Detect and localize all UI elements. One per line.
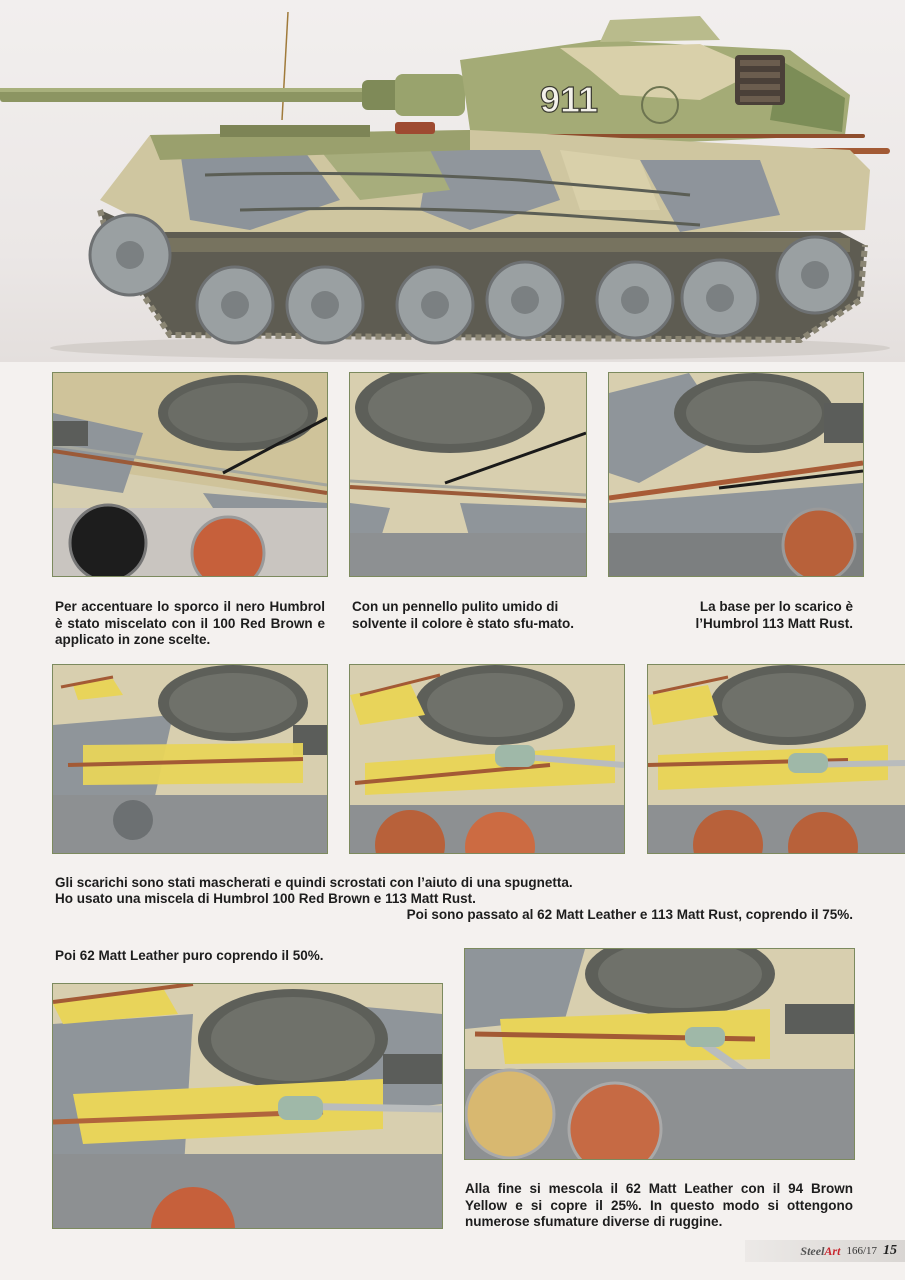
hero-tank-photo <box>0 0 905 362</box>
issue-number: 166/17 <box>846 1245 877 1257</box>
caption-leather-yellow-25: Alla fine si mescola il 62 Matt Leather con il 94 Brown Yellow e si copre il 25%. In questo modo si ottengono numerose sfumature diverse di ruggine. <box>465 1181 853 1229</box>
logo-part-steel: Steel <box>800 1243 825 1258</box>
photo-masked-exhaust <box>52 664 328 854</box>
tank-illustration <box>0 0 905 362</box>
page-footer <box>745 1240 905 1262</box>
photo-leather-50 <box>52 983 443 1229</box>
photo-leather-yellow-25 <box>464 948 855 1160</box>
logo-part-art: Art <box>824 1243 841 1258</box>
turret-number: 911 <box>540 79 599 120</box>
caption-masked-line2: Ho usato una miscela di Humbrol 100 Red Brown e 113 Matt Rust. <box>55 891 476 906</box>
photo-brush-dark-wash <box>52 372 328 577</box>
caption-masked-line3: Poi sono passato al 62 Matt Leather e 113 Matt Rust, coprendo il 75%. <box>406 907 853 922</box>
caption-rust-base: La base per lo scarico è l’Humbrol 113 Matt Rust. <box>695 599 853 631</box>
photo-rust-base <box>608 372 864 577</box>
photo-brush-blend <box>349 372 587 577</box>
photo-sponge-leather-rust <box>647 664 905 854</box>
magazine-logo <box>800 1244 840 1259</box>
caption-blend: Con un pennello pulito umido di solvente il colore è stato sfu-mato. <box>352 599 575 631</box>
page-number: 15 <box>883 1243 897 1258</box>
photo-sponge-red-brown <box>349 664 625 854</box>
caption-dark-wash: Per accentuare lo sporco il nero Humbrol è stato miscelato con il 100 Red Brown e applicato in zone scelte. <box>55 599 325 647</box>
caption-masked-line1: Gli scarichi sono stati mascherati e quindi scrostati con l’aiuto di una spugnetta. <box>55 875 573 890</box>
caption-leather-50: Poi 62 Matt Leather puro coprendo il 50%. <box>55 948 324 963</box>
